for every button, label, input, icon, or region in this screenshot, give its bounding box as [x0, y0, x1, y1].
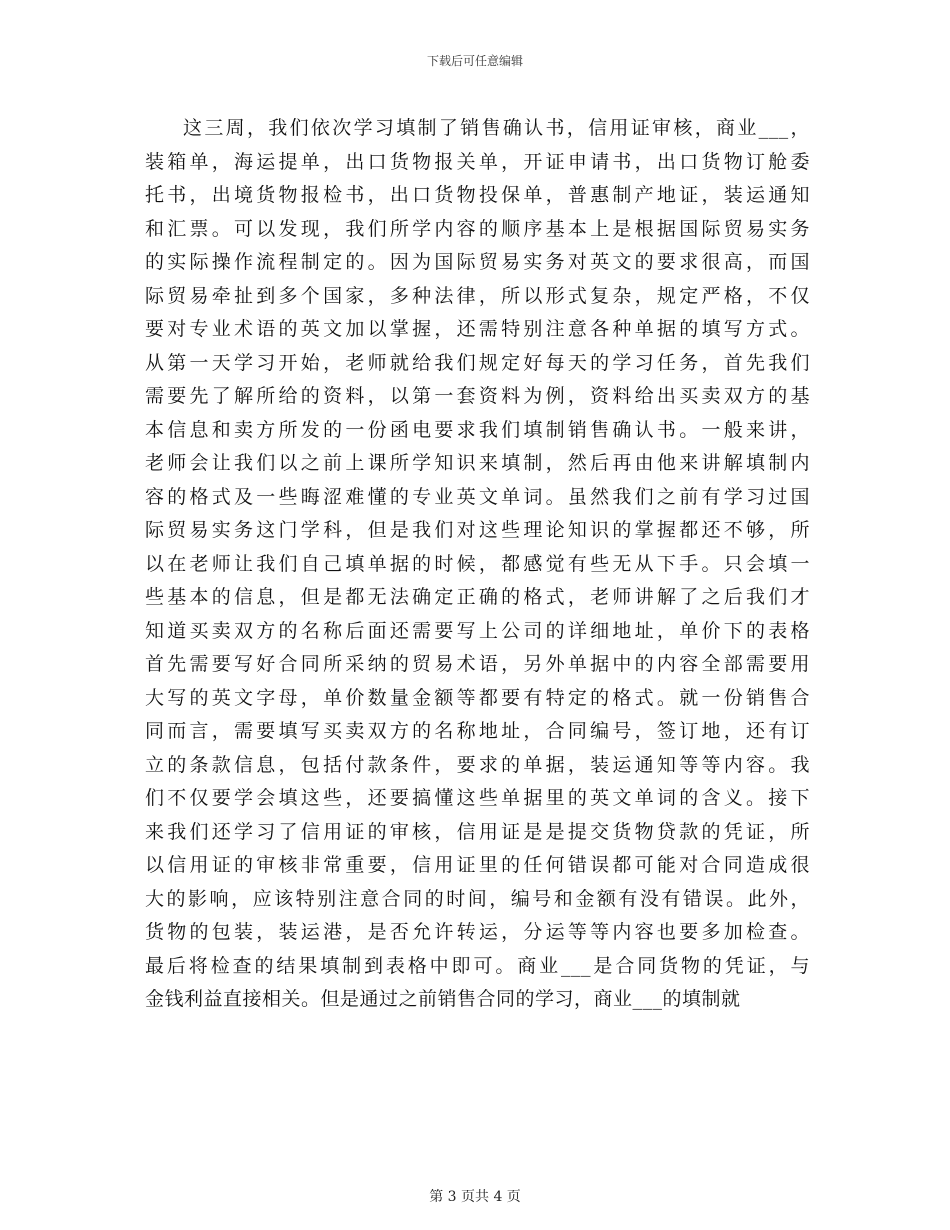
text-line: 从第一天学习开始，老师就给我们规定好每天的学习任务，首先我们 [145, 351, 810, 374]
text-line: 托书，出境货物报检书，出口货物投保单，普惠制产地证，装运通知 [145, 184, 810, 206]
text-line: 同而言，需要填写买卖双方的名称地址，合同编号，签订地，还有订 [145, 720, 810, 742]
text-line: 首先需要写好合同所采纳的贸易术语，另外单据中的内容全部需要用 [145, 653, 810, 675]
text-line: 本信息和卖方所发的一份函电要求我们填制销售确认书。一般来讲， [145, 418, 810, 441]
page-header: 下载后可任意编辑 [426, 54, 523, 68]
text-line: 容的格式及一些晦涩难懂的专业英文单词。虽然我们之前有学习过国 [145, 485, 810, 508]
text-line: 知道买卖双方的名称后面还需要写上公司的详细地址，单价下的表格 [145, 619, 810, 642]
text-line: 以信用证的审核非常重要，信用证里的任何错误都可能对合同造成很 [145, 854, 810, 876]
text-line: 需要先了解所给的资料，以第一套资料为例，资料给出买卖双方的基 [145, 385, 810, 407]
text-line: 老师会让我们以之前上课所学知识来填制，然后再由他来讲解填制内 [145, 452, 810, 474]
text-line: 最后将检查的结果填制到表格中即可。商业___是合同货物的凭证，与 [145, 954, 810, 977]
text-line: 装箱单，海运提单，出口货物报关单，开证申请书，出口货物订舱委 [145, 150, 810, 173]
text-line: 以在老师让我们自己填单据的时候，都感觉有些无从下手。只会填一 [145, 552, 810, 575]
text-line: 金钱利益直接相关。但是通过之前销售合同的学习，商业___的填制就 [145, 988, 741, 1010]
text-line: 和汇票。可以发现，我们所学内容的顺序基本上是根据国际贸易实务 [145, 217, 810, 240]
text-line: 大的影响，应该特别注意合同的时间，编号和金额有没有错误。此外， [145, 887, 810, 910]
text-line: 些基本的信息，但是都无法确定正确的格式，老师讲解了之后我们才 [145, 586, 810, 608]
text-line: 的实际操作流程制定的。因为国际贸易实务对英文的要求很高，而国 [145, 251, 810, 273]
text-line: 际贸易实务这门学科，但是我们对这些理论知识的掌握都还不够，所 [145, 519, 810, 541]
text-line: 这三周，我们依次学习填制了销售确认书，信用证审核，商业___， [183, 117, 810, 139]
text-line: 立的条款信息，包括付款条件，要求的单据，装运通知等等内容。我 [145, 753, 810, 776]
text-line: 货物的包装，装运港，是否允许转运，分运等等内容也要多加检查。 [145, 921, 810, 943]
text-line: 际贸易牵扯到多个国家，多种法律，所以形式复杂，规定严格，不仅 [145, 284, 810, 307]
text-line: 来我们还学习了信用证的审核，信用证是是提交货物贷款的凭证，所 [145, 820, 810, 843]
page-number: 第 3 页共 4 页 [429, 1189, 521, 1205]
text-line: 要对专业术语的英文加以掌握，还需特别注意各种单据的填写方式。 [145, 318, 810, 340]
body-text [145, 112, 810, 1017]
text-line: 大写的英文字母，单价数量金额等都要有特定的格式。就一份销售合 [145, 686, 810, 709]
text-line: 们不仅要学会填这些，还要搞懂这些单据里的英文单词的含义。接下 [145, 787, 810, 809]
